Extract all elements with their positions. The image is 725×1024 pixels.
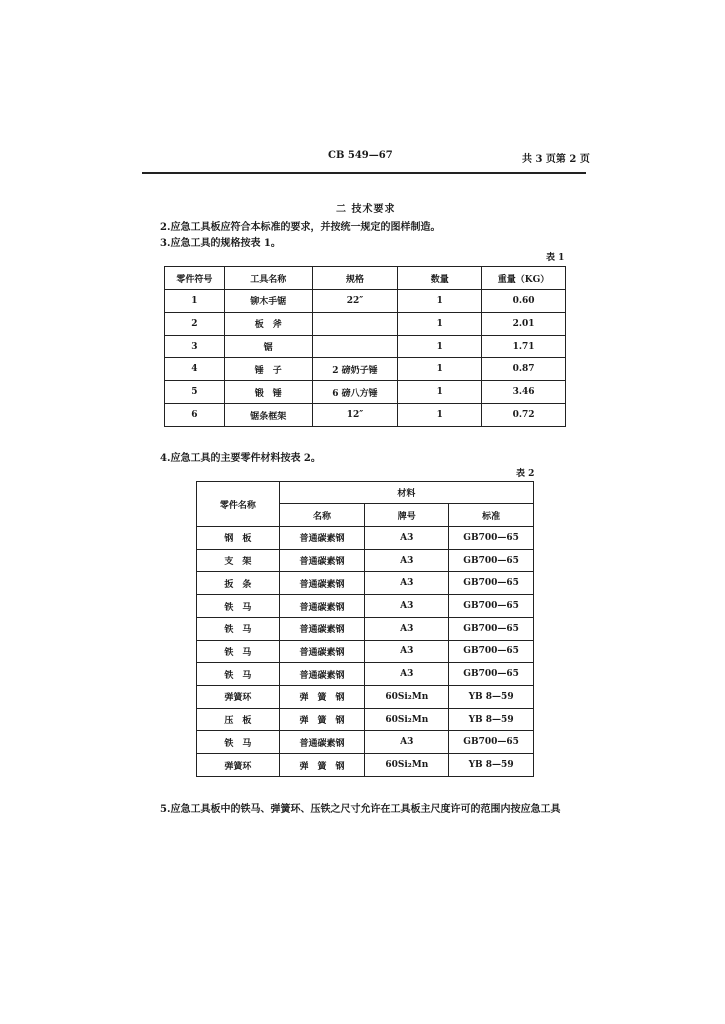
table2-row <box>197 527 534 550</box>
table2-cell: 普通碳素钢 <box>279 549 365 572</box>
table2-cell: GB700—65 <box>449 663 534 686</box>
table1-row <box>165 290 566 313</box>
table2-cell: 钢 板 <box>197 527 280 550</box>
table2-row <box>197 640 534 663</box>
table2-cell: A3 <box>365 527 449 550</box>
table1-label: 表 1 <box>546 253 565 263</box>
table2-cell: GB700—65 <box>449 640 534 663</box>
table2-header-row <box>197 482 534 504</box>
table1-header-row <box>165 267 566 290</box>
table2-cell: 弹簧环 <box>197 754 280 777</box>
table1-cell: 3.46 <box>482 381 566 404</box>
table1-header-cell: 工具名称 <box>224 267 312 290</box>
table1-row <box>165 358 566 381</box>
table2-cell: 普通碳素钢 <box>279 640 365 663</box>
table2-cell: YB 8—59 <box>449 708 534 731</box>
table1-header-cell: 零件符号 <box>165 267 225 290</box>
table2-cell: 普通碳素钢 <box>279 595 365 618</box>
table2-cell: A3 <box>365 549 449 572</box>
table2-cell: GB700—65 <box>449 617 534 640</box>
table2-cell: 普通碳素钢 <box>279 527 365 550</box>
table1 <box>164 266 566 427</box>
table1-cell: 1 <box>398 404 482 427</box>
table2-cell: 普通碳素钢 <box>279 663 365 686</box>
table1-cell: 1 <box>398 381 482 404</box>
table1-cell <box>312 335 398 358</box>
table2-cell: 60Si₂Mn <box>365 686 449 709</box>
table1-cell: 锯 <box>224 335 312 358</box>
table2-cell: 普通碳素钢 <box>279 731 365 754</box>
table1-cell: 锻 锤 <box>224 381 312 404</box>
table2-row <box>197 754 534 777</box>
table1-cell: 0.72 <box>482 404 566 427</box>
table2-cell: A3 <box>365 572 449 595</box>
table2-cell: GB700—65 <box>449 572 534 595</box>
table2-header-part: 零件名称 <box>197 482 280 527</box>
table1-cell: 板 斧 <box>224 312 312 335</box>
table1-row <box>165 335 566 358</box>
table1-cell: 6 磅八方锤 <box>312 381 398 404</box>
table2-row <box>197 663 534 686</box>
table2-cell: 弹 簧 钢 <box>279 708 365 731</box>
table2-subheader-cell: 牌号 <box>365 504 449 527</box>
table1-cell: 22″ <box>312 290 398 313</box>
table1-cell: 2 磅奶子锤 <box>312 358 398 381</box>
table2-row <box>197 572 534 595</box>
table1-row <box>165 404 566 427</box>
page-info: 共 3 页第 2 页 <box>522 154 590 165</box>
table2-header-material: 材料 <box>279 482 533 504</box>
table2-cell: A3 <box>365 663 449 686</box>
table1-cell: 4 <box>165 358 225 381</box>
table1-cell: 3 <box>165 335 225 358</box>
table1-cell: 1 <box>398 335 482 358</box>
table1-cell: 锤 子 <box>224 358 312 381</box>
table1-cell: 1 <box>398 358 482 381</box>
header-rule <box>142 172 586 174</box>
table2-row <box>197 549 534 572</box>
table2-cell: A3 <box>365 640 449 663</box>
table2-cell: A3 <box>365 731 449 754</box>
table1-cell: 1 <box>165 290 225 313</box>
table1-cell: 锯条框架 <box>224 404 312 427</box>
table2-cell: 60Si₂Mn <box>365 708 449 731</box>
paragraph-5: 5.应急工具板中的铁马、弹簧环、压铁之尺寸允许在工具板主尺度许可的范围内按应急工具 <box>160 804 561 815</box>
table2-cell: 铁 马 <box>197 617 280 640</box>
table1-cell: 2 <box>165 312 225 335</box>
table1-cell: 12″ <box>312 404 398 427</box>
table1-cell: 1 <box>398 290 482 313</box>
table1-header-cell: 规格 <box>312 267 398 290</box>
paragraph-3: 3.应急工具的规格按表 1。 <box>160 238 281 249</box>
doc-code: CB 549—67 <box>328 150 393 161</box>
table1-row <box>165 312 566 335</box>
table1-cell: 0.60 <box>482 290 566 313</box>
table1-cell: 铆木手锯 <box>224 290 312 313</box>
table1-cell: 1.71 <box>482 335 566 358</box>
table2-row <box>197 731 534 754</box>
table2-cell: 普通碳素钢 <box>279 617 365 640</box>
table2-cell: 支 架 <box>197 549 280 572</box>
table2-cell: 铁 马 <box>197 731 280 754</box>
paragraph-4: 4.应急工具的主要零件材料按表 2。 <box>160 453 321 464</box>
table2 <box>196 481 534 777</box>
table2-cell: 弹 簧 钢 <box>279 686 365 709</box>
table2-row <box>197 708 534 731</box>
table2-cell: A3 <box>365 617 449 640</box>
table1-cell: 2.01 <box>482 312 566 335</box>
table2-cell: GB700—65 <box>449 549 534 572</box>
table1-cell: 1 <box>398 312 482 335</box>
table2-cell: 弹 簧 钢 <box>279 754 365 777</box>
table2-cell: 铁 马 <box>197 595 280 618</box>
table2-cell: 铁 马 <box>197 640 280 663</box>
table1-cell: 6 <box>165 404 225 427</box>
table2-cell: YB 8—59 <box>449 754 534 777</box>
table1-header-cell: 数量 <box>398 267 482 290</box>
table2-row <box>197 686 534 709</box>
paragraph-2: 2.应急工具板应符合本标准的要求，并按统一规定的图样制造。 <box>160 222 441 233</box>
table2-cell: YB 8—59 <box>449 686 534 709</box>
table1-cell: 5 <box>165 381 225 404</box>
table2-cell: GB700—65 <box>449 527 534 550</box>
table2-cell: GB700—65 <box>449 595 534 618</box>
section-title: 二 技术要求 <box>336 204 396 215</box>
table2-subheader-cell: 标准 <box>449 504 534 527</box>
table1-cell: 0.87 <box>482 358 566 381</box>
table2-cell: 扳 条 <box>197 572 280 595</box>
table2-cell: A3 <box>365 595 449 618</box>
table2-cell: 普通碳素钢 <box>279 572 365 595</box>
table2-subheader-cell: 名称 <box>279 504 365 527</box>
table2-row <box>197 617 534 640</box>
table2-cell: 弹簧环 <box>197 686 280 709</box>
table2-cell: GB700—65 <box>449 731 534 754</box>
table2-cell: 压 板 <box>197 708 280 731</box>
table1-row <box>165 381 566 404</box>
table1-cell <box>312 312 398 335</box>
table2-row <box>197 595 534 618</box>
table2-label: 表 2 <box>516 469 535 479</box>
table2-cell: 60Si₂Mn <box>365 754 449 777</box>
table1-header-cell: 重量（KG） <box>482 267 566 290</box>
table2-cell: 铁 马 <box>197 663 280 686</box>
